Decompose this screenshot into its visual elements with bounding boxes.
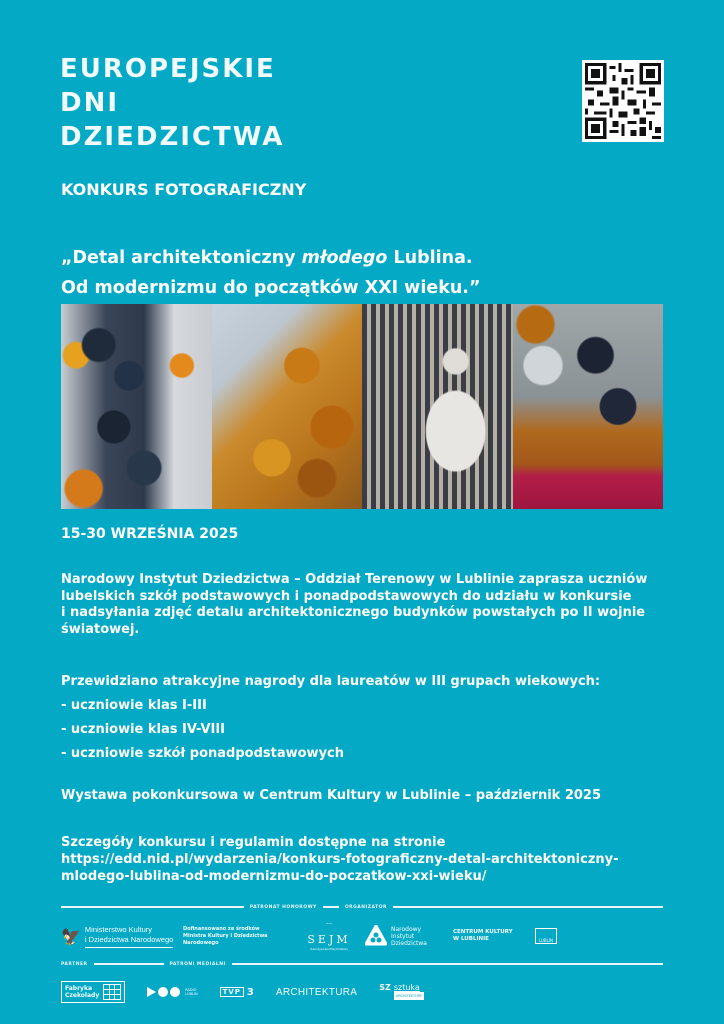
- mosaic-photo-3: [362, 304, 513, 509]
- logo-line-1: EUROPEJSKIE: [60, 54, 276, 84]
- title-part: Lublina.: [387, 248, 473, 268]
- architektura-logo[interactable]: [276, 987, 357, 998]
- qr-code-icon[interactable]: [582, 60, 664, 142]
- sztuka-text: [394, 984, 424, 1000]
- mosaic-photo-4: [513, 304, 664, 509]
- radio-lublin-logo[interactable]: [147, 987, 197, 997]
- title-line-2: Od modernizmu do początków XXI wieku.”: [61, 278, 481, 298]
- organizator-label: ORGANIZATOR: [344, 904, 387, 910]
- edd-logo: [60, 52, 284, 154]
- mosaic-photo-2: [212, 304, 363, 509]
- ministry-line: Ministerstwo Kultury: [84, 924, 153, 934]
- ck-lublin-logo[interactable]: [453, 929, 535, 943]
- title-part: „Detal architektoniczny: [61, 248, 302, 268]
- logo-line-2: DNI: [60, 88, 120, 118]
- intro-line: i nadsyłania zdjęć detalu architektonicznego budynków powstałych po II wojnie: [61, 605, 646, 620]
- partner-logos-row: [61, 978, 663, 1006]
- title-emphasis: młodego: [301, 248, 388, 268]
- nid-logo[interactable]: [365, 925, 453, 947]
- architektura-word: ARCHITEKTURA: [275, 986, 358, 998]
- nid-name: [391, 926, 427, 947]
- details-link-part[interactable]: mlodego-lublina-od-modernizmu-do-poczatkow-xxi-wieku/: [61, 869, 487, 884]
- nid-line: Dziedzictwa: [391, 939, 427, 947]
- dot-icon: [170, 987, 180, 997]
- prizes-heading: Przewidziano atrakcyjne nagrody dla laureatów w III grupach wiekowych:: [61, 674, 601, 689]
- chocolate-grid-icon: [103, 984, 121, 1000]
- sejm-dome-icon: ⌒: [325, 922, 333, 931]
- ministry-line: i Dziedzictwa Narodowego: [85, 935, 173, 948]
- radio-line: RADIO: [185, 988, 197, 992]
- divider: [232, 963, 663, 965]
- divider: [393, 906, 663, 908]
- fabryka-line: Fabryka: [65, 985, 92, 992]
- ministry-logo[interactable]: [61, 925, 183, 948]
- photo-strip: [61, 304, 663, 509]
- mosaic-photo-1: [61, 304, 212, 509]
- details-link-part[interactable]: https://edd.nid.pl/wydarzenia/konkurs-fotograficzny-detal-architektoniczny-: [61, 852, 619, 867]
- contest-title: [61, 243, 480, 303]
- prizes-section: [61, 670, 661, 766]
- ckl-line: W LUBLINIE: [453, 936, 489, 942]
- details-text: Szczegóły konkursu i regulamin dostępne na stronie: [61, 835, 446, 850]
- contest-dates: 15-30 WRZEŚNIA 2025: [61, 526, 239, 542]
- title-line-1: [61, 243, 480, 273]
- sztuka-mark: SZ: [379, 983, 391, 992]
- sponsor-logos-row: [61, 918, 663, 954]
- age-group-item: - uczniowie klas I-III: [61, 698, 207, 713]
- intro-line: Narodowy Instytut Dziedzictwa – Oddział Terenowy w Lublinie zaprasza uczniów: [61, 572, 648, 587]
- nid-emblem-icon: [365, 925, 387, 947]
- fabryka-line: Czekolady: [65, 992, 100, 999]
- nid-line: Instytut: [391, 932, 415, 940]
- funding-line: Narodowego: [183, 939, 219, 946]
- patronat-label: PATRONAT HONOROWY: [249, 904, 317, 910]
- eagle-icon: 🦅: [61, 926, 81, 946]
- tvp-number: 3: [246, 986, 254, 998]
- sztuka-word: sztuka: [393, 983, 420, 992]
- divider: [323, 906, 339, 908]
- sztuka-sub: ARCHITEKTURY: [395, 994, 423, 998]
- divider: [94, 963, 164, 965]
- footer-rule-row-1: [61, 902, 663, 912]
- intro-paragraph: [61, 572, 661, 638]
- age-group-item: - uczniowie klas IV-VIII: [61, 722, 226, 737]
- fabryka-name: [65, 985, 99, 999]
- footer-rule-row-2: [61, 959, 663, 969]
- dot-icon: [158, 987, 168, 997]
- lublin-logo[interactable]: [535, 928, 557, 944]
- logo-line-3: DZIEDZICTWA: [60, 122, 285, 152]
- exhibition-info: Wystawa pokonkursowa w Centrum Kultury w Lublinie – październik 2025: [61, 788, 602, 803]
- play-icon: [147, 987, 156, 997]
- sejm-word: SEJM: [307, 932, 351, 946]
- tvp3-logo[interactable]: [220, 987, 254, 998]
- funding-line: Ministra Kultury i Dziedzictwa: [183, 932, 268, 939]
- fabryka-czekolady-logo[interactable]: [61, 981, 125, 1003]
- radio-line: LUBLIN: [185, 992, 198, 996]
- divider: [61, 906, 244, 908]
- partner-label: PARTNER: [61, 961, 88, 967]
- ckl-line: CENTRUM KULTURY: [453, 929, 513, 935]
- funding-note: [183, 926, 293, 947]
- sztuka-architektury-logo[interactable]: [379, 984, 424, 1000]
- details-link[interactable]: [61, 851, 671, 885]
- contest-kicker: KONKURS FOTOGRAFICZNY: [61, 180, 307, 199]
- intro-line: lubelskich szkół podstawowych i ponadpodstawowych do udziału w konkursie: [61, 588, 632, 604]
- nid-line: Narodowy: [391, 925, 422, 933]
- tvp-box: TVP: [220, 987, 244, 997]
- sejm-logo[interactable]: [293, 922, 365, 951]
- age-group-item: - uczniowie szkół ponadpodstawowych: [61, 746, 345, 761]
- media-patrons-label: PATRONI MEDIALNI: [169, 961, 226, 967]
- sejm-sub: Rzeczypospolitej Polskiej: [310, 946, 348, 951]
- radio-name: [185, 988, 197, 996]
- funding-line: Dofinansowano ze środków: [183, 925, 260, 932]
- ministry-name: [85, 925, 173, 948]
- intro-line: światowej.: [61, 621, 140, 637]
- lublin-mark: LUBLIN: [535, 928, 557, 944]
- details-section: [61, 834, 671, 885]
